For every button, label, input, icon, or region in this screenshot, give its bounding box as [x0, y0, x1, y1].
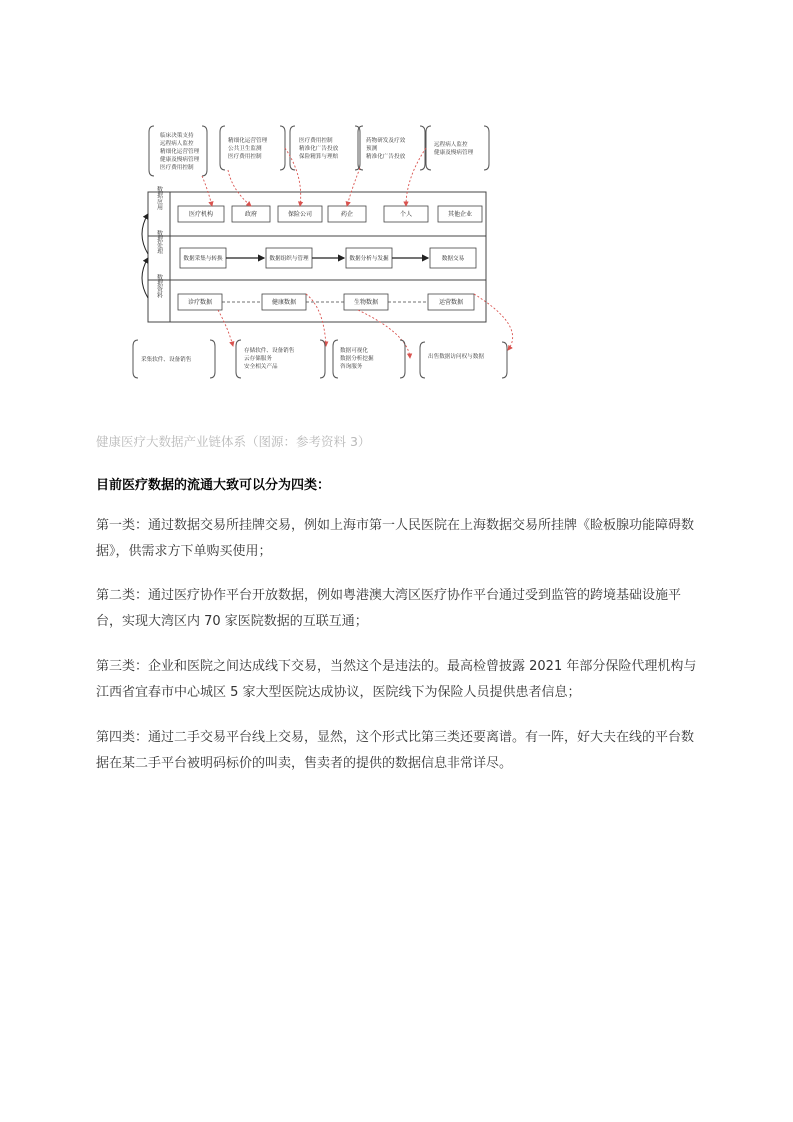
app-medical-institution: 医疗机构 [188, 211, 214, 218]
app-pharma: 药企 [340, 211, 354, 218]
top-note-1-line-3: 精细化运营管理 [160, 149, 200, 155]
process-organize: 数据组织与管理 [269, 256, 309, 262]
source-biological: 生物数据 [353, 299, 379, 306]
figure-caption: 健康医疗大数据产业链体系（图源：参考资料 3） [96, 434, 371, 449]
paragraph-type-2: 第二类：通过医疗协作平台开放数据，例如粤港澳大湾区医疗协作平台通过受到监管的跨境基础设施平台，实现大湾区内 70 家医院数据的互联互通； [96, 588, 682, 629]
bottom-note-3-line-2: 数据分析挖掘 [340, 356, 374, 362]
top-note-5-line-2: 健康及慢病管理 [434, 150, 474, 156]
feedback-arrows [142, 214, 148, 298]
top-note-4-line-2: 预测 [366, 146, 378, 152]
app-government: 政府 [244, 211, 258, 218]
bottom-note-2-line-1: 存储软件、设备销售 [244, 348, 295, 354]
bottom-note-1-line-1: 采集软件、设备销售 [141, 357, 192, 363]
top-note-2-line-3: 医疗费用控制 [228, 154, 262, 160]
top-note-1-line-4: 健康及慢病管理 [160, 157, 200, 163]
top-note-1-line-1: 临床决策支持 [160, 133, 194, 139]
paragraph-type-3: 第三类：企业和医院之间达成线下交易，当然这个是违法的。最高检曾披露 2021 年部分保险代理机构与江西省宜春市中心城区 5 家大型医院达成协议，医院线下为保险人员提供患者信息； [96, 659, 697, 700]
paragraph-type-1: 第一类：通过数据交易所挂牌交易，例如上海市第一人民医院在上海数据交易所挂牌《睑板腺功能障碍数据》，供需求方下单购买使用； [96, 518, 695, 559]
app-insurance: 保险公司 [287, 211, 313, 218]
row-label-application: 数据应用 [155, 186, 163, 210]
process-collect: 数据采集与转换 [183, 256, 223, 262]
section-heading: 目前医疗数据的流通大致可以分为四类： [96, 478, 331, 493]
top-note-5-line-1: 远程病人监控 [434, 142, 468, 148]
process-analyze: 数据分析与发掘 [349, 256, 389, 262]
top-note-3-line-2: 精准化广告投放 [299, 146, 339, 152]
app-individual: 个人 [399, 211, 413, 218]
process-trade: 数据交易 [441, 256, 465, 262]
bottom-note-3-line-3: 咨询服务 [340, 364, 363, 370]
app-other-enterprise: 其他企业 [447, 211, 473, 218]
row-label-processing: 数据处理 [155, 230, 163, 254]
top-note-2-line-1: 精细化运营管理 [228, 138, 268, 144]
application-boxes [178, 206, 482, 222]
top-note-2-line-2: 公共卫生监测 [228, 146, 262, 152]
top-note-1-line-5: 医疗费用控制 [160, 165, 194, 171]
row-label-resources: 数据资料 [155, 274, 163, 298]
industry-chain-diagram [128, 118, 528, 388]
top-note-3-line-1: 医疗费用控制 [299, 138, 333, 144]
paragraph-type-4: 第四类：通过二手交易平台线上交易，显然，这个形式比第三类还要离谱。有一阵，好大夫在线的平台数据在某二手平台被明码标价的叫卖，售卖者的提供的数据信息非常详尽。 [96, 730, 695, 771]
top-note-1-line-2: 远程病人监控 [160, 141, 194, 147]
bottom-note-2-line-3: 安全相关产品 [244, 364, 278, 370]
top-note-4-line-1: 药物研发及疗效 [366, 138, 406, 144]
bottom-note-2-line-2: 云存储服务 [244, 356, 272, 362]
top-note-4-line-3: 精准化广告投放 [366, 154, 406, 160]
top-note-3-line-3: 保险精算与理赔 [299, 154, 339, 160]
bottom-note-4-line-1: 出售数据访问权与数据 [428, 354, 484, 360]
source-operations: 运营数据 [438, 299, 464, 306]
source-health: 健康数据 [271, 299, 297, 306]
bottom-note-3-line-1: 数据可视化 [340, 348, 368, 354]
source-clinical: 诊疗数据 [187, 299, 213, 306]
